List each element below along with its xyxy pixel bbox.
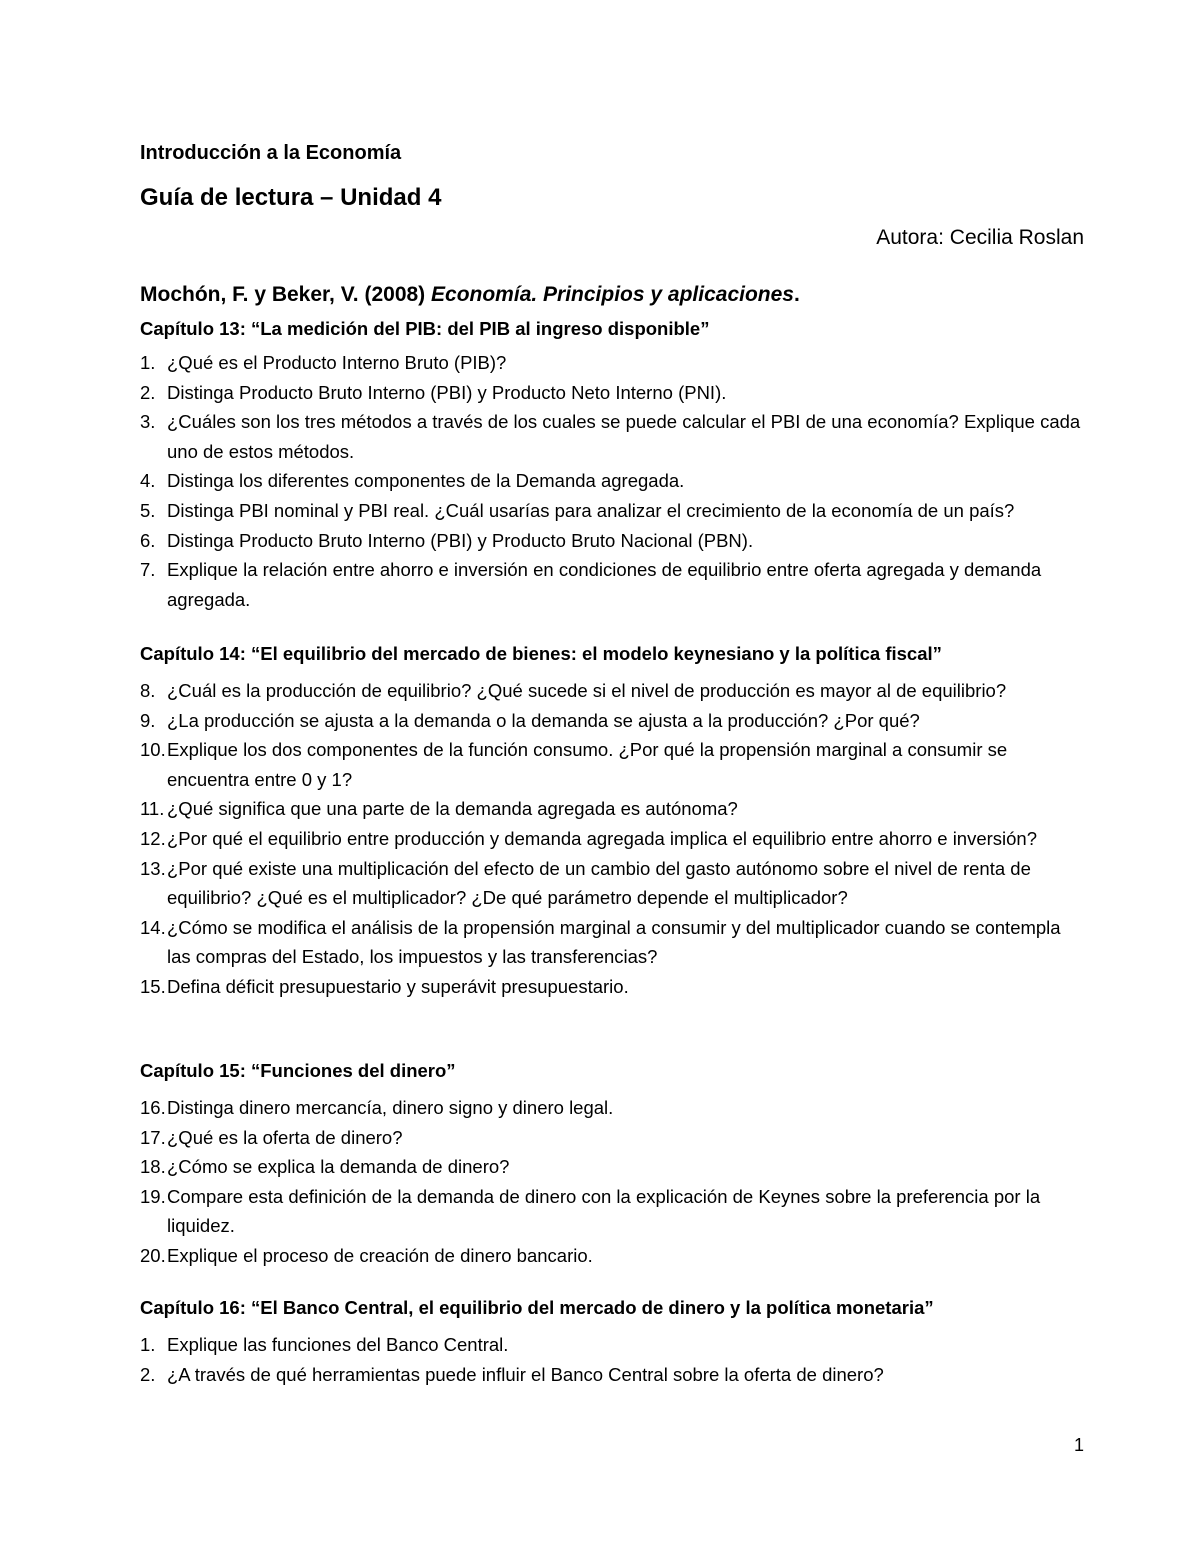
question-number: 6.	[140, 529, 156, 551]
reference-book-title: Economía. Principios y aplicaciones	[431, 283, 794, 306]
question-text: Compare esta definición de la demanda de dinero con la explicación de Keynes sobre la preferencia por la liquidez.	[167, 1185, 1041, 1237]
question-text: ¿Qué es la oferta de dinero?	[167, 1126, 403, 1148]
chapter-13-heading: Capítulo 13: “La medición del PIB: del PIB al ingreso disponible”	[140, 318, 710, 339]
question-item	[140, 348, 1085, 378]
chapter-13-questions	[140, 348, 1085, 614]
question-text: ¿Por qué el equilibrio entre producción y demanda agregada implica el equilibrio entre ahorro e inversión?	[167, 827, 1038, 849]
question-text: ¿Cómo se explica la demanda de dinero?	[167, 1156, 510, 1178]
question-text: ¿Qué es el Producto Interno Bruto (PIB)?	[167, 352, 507, 373]
question-text: Explique los dos componentes de la función consumo. ¿Por qué la propensión marginal a consumir se encuentra entre 0 y 1?	[167, 739, 1008, 790]
question-number: 15.	[140, 975, 166, 997]
question-text: ¿Cuál es la producción de equilibrio? ¿Qué sucede si el nivel de producción es mayor al de equilibrio?	[167, 680, 1007, 701]
question-number: 11.	[140, 798, 165, 820]
question-number: 7.	[140, 559, 156, 581]
page-number: 1	[1073, 1435, 1084, 1455]
author-line: Autora: Cecilia Roslan	[876, 226, 1084, 249]
question-number: 17.	[140, 1126, 166, 1148]
question-item	[140, 794, 1085, 824]
chapter-14-questions	[140, 676, 1085, 1002]
guide-title: Guía de lectura – Unidad 4	[140, 184, 442, 211]
question-text: Defina déficit presupuestario y superávit presupuestario.	[167, 975, 629, 997]
question-item	[140, 1241, 1085, 1271]
question-text: Explique la relación entre ahorro e inversión en condiciones de equilibrio entre oferta agregada y demanda agregada.	[167, 559, 1042, 610]
question-item	[140, 676, 1085, 706]
question-number: 1.	[140, 1334, 156, 1355]
chapter-15-heading: Capítulo 15: “Funciones del dinero”	[140, 1060, 456, 1081]
question-item	[140, 407, 1085, 466]
question-item	[140, 496, 1085, 526]
question-item	[140, 735, 1085, 794]
question-item	[140, 1152, 1085, 1182]
question-text: Explique las funciones del Banco Central.	[167, 1334, 509, 1355]
question-text: Distinga Producto Bruto Interno (PBI) y Producto Neto Interno (PNI).	[167, 381, 727, 403]
question-text: ¿Qué significa que una parte de la demanda agregada es autónoma?	[167, 798, 738, 820]
question-item	[140, 526, 1085, 556]
question-number: 2.	[140, 381, 156, 403]
question-item	[140, 824, 1085, 854]
question-number: 1.	[140, 352, 156, 373]
question-text: ¿La producción se ajusta a la demanda o la demanda se ajusta a la producción? ¿Por qué?	[167, 709, 920, 731]
question-text: Distinga dinero mercancía, dinero signo y dinero legal.	[167, 1097, 614, 1118]
question-text: Explique el proceso de creación de dinero bancario.	[167, 1244, 593, 1266]
question-item	[140, 555, 1085, 614]
question-text: Distinga los diferentes componentes de la Demanda agregada.	[167, 470, 685, 492]
chapter-16-questions	[140, 1330, 1085, 1389]
question-number: 12.	[140, 827, 166, 849]
question-number: 16.	[140, 1097, 166, 1118]
question-text: Distinga PBI nominal y PBI real. ¿Cuál usarías para analizar el crecimiento de la economía de un país?	[167, 499, 1015, 521]
reference-authors: Mochón, F. y Beker, V. (2008)	[140, 283, 432, 306]
question-item	[140, 1182, 1085, 1241]
question-item	[140, 854, 1085, 913]
question-number: 14.	[140, 916, 166, 938]
question-item	[140, 378, 1085, 408]
question-number: 19.	[140, 1185, 166, 1207]
question-number: 20.	[140, 1244, 166, 1266]
chapter-15-questions	[140, 1093, 1085, 1271]
question-item	[140, 972, 1085, 1002]
question-text: ¿Cómo se modifica el análisis de la propensión marginal a consumir y del multiplicador cuando se contempla las compras del Estado, los impuestos y las transferencias?	[167, 916, 1061, 968]
question-number: 13.	[140, 857, 166, 879]
question-item	[140, 1330, 1085, 1360]
chapter-14-heading: Capítulo 14: “El equilibrio del mercado de bienes: el modelo keynesiano y la política fiscal”	[140, 643, 942, 664]
question-text: ¿Cuáles son los tres métodos a través de los cuales se puede calcular el PBI de una economía? Explique cada uno de estos métodos.	[167, 411, 1081, 462]
question-item	[140, 1360, 1085, 1390]
question-item	[140, 466, 1085, 496]
question-number: 10.	[140, 739, 166, 761]
reference-end: .	[793, 283, 800, 306]
chapter-16-heading: Capítulo 16: “El Banco Central, el equilibrio del mercado de dinero y la política monetaria”	[140, 1297, 934, 1318]
question-text: ¿A través de qué herramientas puede influir el Banco Central sobre la oferta de dinero?	[167, 1363, 884, 1385]
question-number: 2.	[140, 1363, 156, 1385]
question-number: 18.	[140, 1156, 166, 1178]
question-number: 5.	[140, 499, 156, 521]
question-item	[140, 1123, 1085, 1153]
bibliographic-reference	[140, 283, 800, 307]
course-title: Introducción a la Economía	[140, 142, 402, 164]
question-number: 3.	[140, 411, 156, 433]
question-item	[140, 706, 1085, 736]
question-number: 4.	[140, 470, 156, 492]
question-number: 8.	[140, 680, 156, 701]
question-item	[140, 1093, 1085, 1123]
question-text: Distinga Producto Bruto Interno (PBI) y Producto Bruto Nacional (PBN).	[167, 529, 754, 551]
question-item	[140, 913, 1085, 972]
question-text: ¿Por qué existe una multiplicación del efecto de un cambio del gasto autónomo sobre el nivel de renta de equilibrio? ¿Qué es el multiplicador? ¿De qué parámetro depende el multiplicador?	[167, 857, 1031, 909]
question-number: 9.	[140, 709, 156, 731]
